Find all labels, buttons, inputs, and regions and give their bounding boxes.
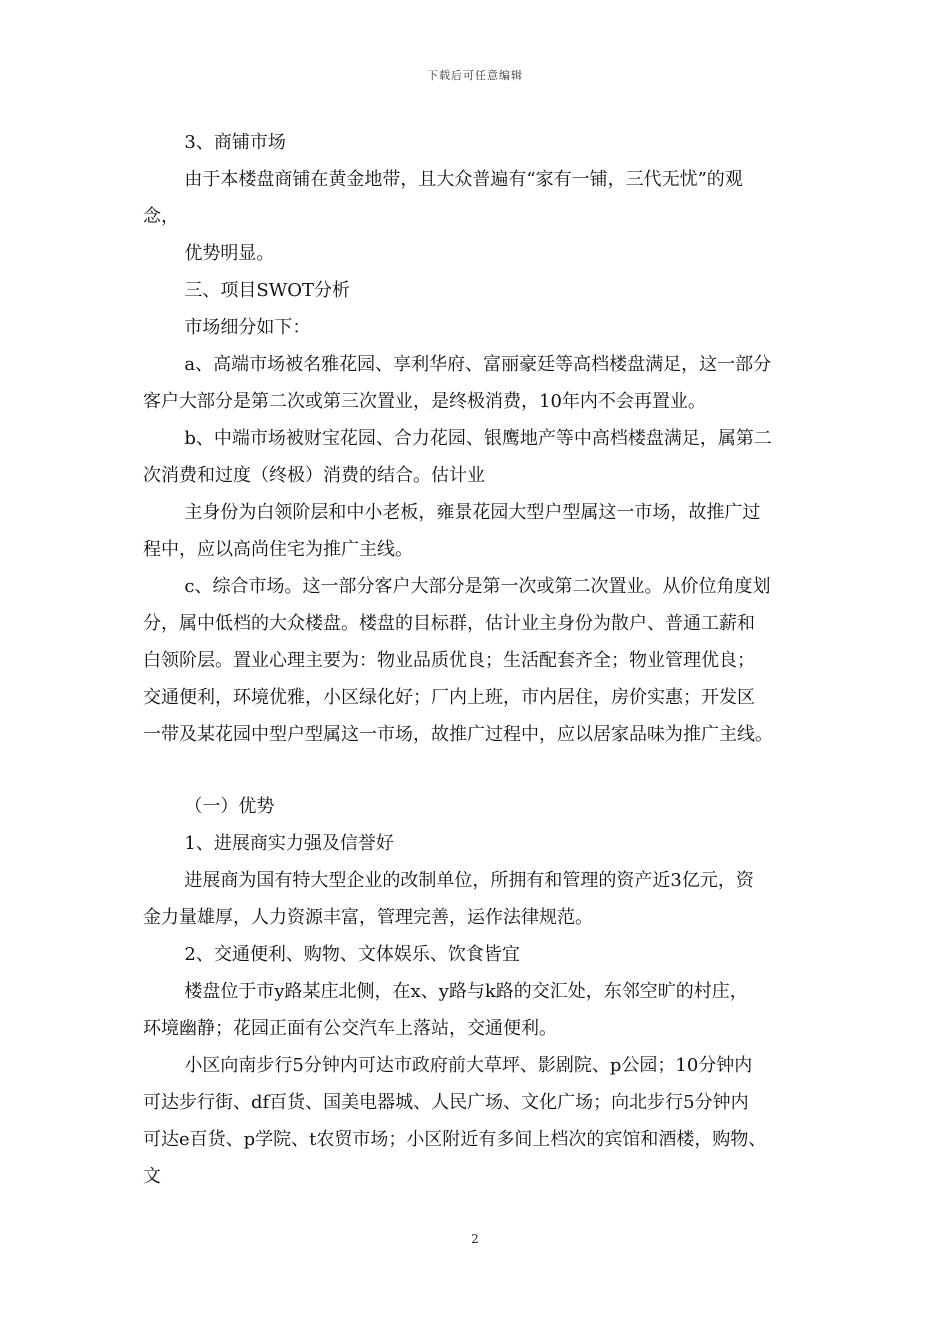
paragraph-line: c、综合市场。这一部分客户大部分是第一次或第二次置业。从价位角度划 [184, 576, 771, 597]
paragraph-line: 交通便利，环境优雅，小区绿化好；厂内上班，市内居住，房价实惠；开发区 [143, 687, 755, 708]
paragraph-gap [143, 753, 813, 788]
heading-shop-market: 3、商铺市场 [184, 132, 286, 153]
paragraph-line: 可达e百货、p学院、t农贸市场；小区附近有多间上档次的宾馆和酒楼，购物、 [143, 1129, 767, 1150]
heading-transport: 2、交通便利、购物、文体娱乐、饮食皆宜 [184, 944, 520, 965]
paragraph-line: 客户大部分是第二次或第三次置业，是终极消费，10年内不会再置业。 [143, 391, 706, 412]
paragraph-line: 市场细分如下： [184, 317, 311, 338]
paragraph-line: 可达步行街、df百货、国美电器城、人民广场、文化广场；向北步行5分钟内 [143, 1092, 749, 1113]
document-body [143, 124, 813, 1195]
heading-advantages: （一）优势 [184, 796, 275, 817]
paragraph-line: 一带及某花园中型户型属这一市场，故推广过程中，应以居家品味为推广主线。 [143, 724, 773, 745]
page-header: 下载后可任意编辑 [427, 69, 523, 82]
paragraph-line: b、中端市场被财宝花园、合力花园、银鹰地产等中高档楼盘满足，属第二 [184, 428, 772, 449]
paragraph-line: 小区向南步行5分钟内可达市政府前大草坪、影剧院、p公园；10分钟内 [184, 1055, 753, 1076]
paragraph-line: 分，属中低档的大众楼盘。楼盘的目标群，估计业主身份为散户、普通工薪和 [143, 613, 755, 634]
paragraph-line: 由于本楼盘商铺在黄金地带，且大众普遍有“家有一铺，三代无忧”的观 [184, 169, 743, 190]
paragraph-line: 楼盘位于市y路某庄北侧，在x、y路与k路的交汇处，东邻空旷的村庄， [184, 981, 748, 1002]
paragraph-line: a、高端市场被名雅花园、享利华府、富丽豪廷等高档楼盘满足，这一部分 [184, 354, 772, 375]
paragraph-line: 主身份为白领阶层和中小老板，雍景花园大型户型属这一市场，故推广过 [184, 502, 761, 523]
paragraph-line: 白领阶层。置业心理主要为：物业品质优良；生活配套齐全；物业管理优良； [143, 650, 755, 671]
paragraph-line: 环境幽静；花园正面有公交汽车上落站，交通便利。 [143, 1018, 557, 1039]
paragraph-line: 程中，应以高尚住宅为推广主线。 [143, 539, 413, 560]
heading-swot: 三、项目SWOT分析 [184, 280, 350, 301]
paragraph-line: 次消费和过度（终极）消费的结合。估计业 [143, 465, 485, 486]
page-number: 2 [471, 1232, 479, 1246]
paragraph-line: 念， [143, 206, 179, 227]
paragraph-line: 金力量雄厚，人力资源丰富，管理完善，运作法律规范。 [143, 907, 593, 928]
paragraph-line: 进展商为国有特大型企业的改制单位，所拥有和管理的资产近3亿元，资 [184, 870, 754, 891]
heading-developer: 1、进展商实力强及信誉好 [184, 833, 394, 854]
paragraph-line: 优势明显。 [184, 243, 275, 264]
paragraph-line: 文 [143, 1166, 161, 1187]
